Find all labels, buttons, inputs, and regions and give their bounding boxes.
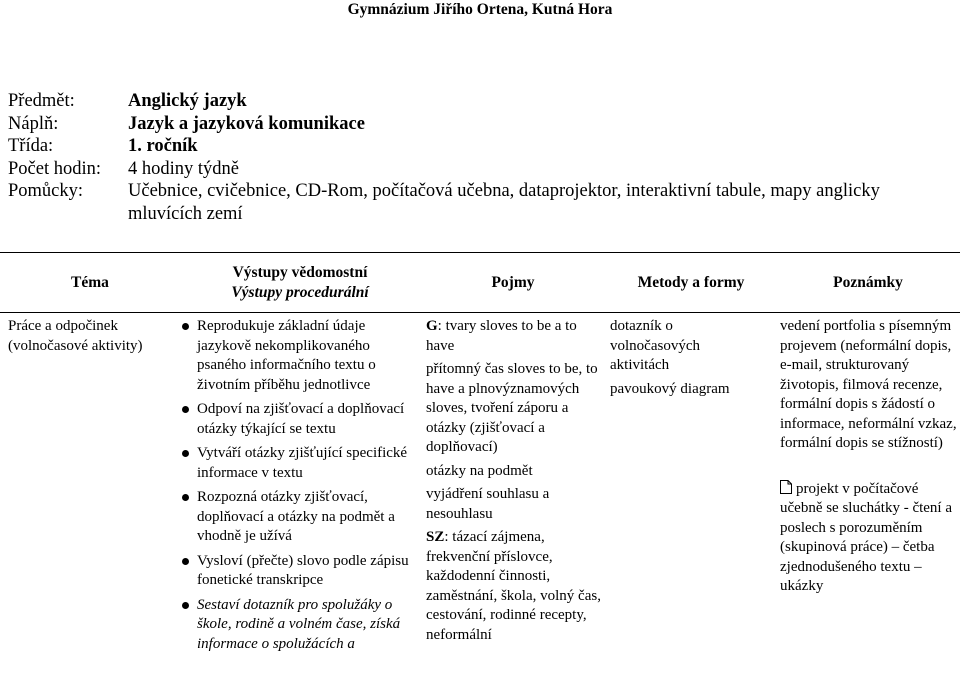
vystupy-item bbox=[180, 552, 420, 591]
vystupy-item bbox=[180, 488, 420, 547]
meta-value: Anglický jazyk bbox=[128, 91, 247, 111]
pojmy-text: otázky na podmět bbox=[426, 462, 533, 479]
meta-value: Jazyk a jazyková komunikace bbox=[128, 113, 365, 134]
vystupy-list bbox=[180, 317, 420, 654]
table-header-border bbox=[0, 312, 960, 313]
vystupy-text: Vytváří otázky zjišťující specifické informace v textu bbox=[197, 445, 408, 481]
vystupy-cell bbox=[180, 317, 420, 659]
meta-label: Počet hodin: bbox=[8, 158, 102, 179]
header-vystupy-knowledge: Výstupy vědomostní bbox=[232, 264, 368, 281]
vystupy-text: Sestaví dotazník pro spolužáky o škole, rodině a volném čase, získá informace o spolužácích a bbox=[197, 596, 401, 652]
header-pojmy: Pojmy bbox=[491, 274, 535, 291]
pojmy-prefix: SZ bbox=[426, 529, 445, 545]
vystupy-item bbox=[180, 596, 420, 655]
meta-row-class bbox=[8, 135, 948, 158]
bullet-icon bbox=[182, 323, 189, 330]
bullet-icon bbox=[182, 494, 189, 501]
header-vystupy bbox=[180, 257, 420, 309]
bullet-icon bbox=[182, 450, 189, 457]
vystupy-text: Rozpozná otázky zjišťovací, doplňovací a otázky na podmět a vhodně je užívá bbox=[197, 489, 395, 544]
pojmy-cell bbox=[426, 317, 602, 649]
bullet-icon bbox=[182, 602, 189, 609]
school-name: Gymnázium Jiřího Ortena, Kutná Hora bbox=[347, 1, 613, 18]
tema-cell bbox=[8, 317, 168, 356]
pojmy-text: : tázací zájmena, frekvenční příslovce, každodenní činnosti, zaměstnání, škola, volný čas, cestování, rodinné recepty, neformální bbox=[426, 529, 601, 643]
metody-item: pavoukový diagram bbox=[610, 380, 730, 397]
poznamky-project bbox=[780, 480, 958, 597]
vystupy-item bbox=[180, 317, 420, 395]
pojmy-text: vyjádření souhlasu a nesouhlasu bbox=[426, 486, 550, 522]
subject-info bbox=[8, 90, 948, 225]
pojmy-item bbox=[426, 317, 602, 356]
vystupy-item bbox=[180, 444, 420, 483]
meta-row-subject bbox=[8, 90, 948, 113]
poznamky-cell bbox=[780, 317, 958, 601]
header-poznamky: Poznámky bbox=[833, 274, 903, 291]
pojmy-prefix: G bbox=[426, 318, 438, 334]
vystupy-text: Odpoví na zjišťovací a doplňovací otázky týkající se textu bbox=[197, 401, 405, 437]
header-metody: Metody a formy bbox=[637, 274, 745, 291]
pojmy-item bbox=[426, 462, 602, 482]
meta-value: 4 hodiny týdně bbox=[128, 158, 239, 179]
metody-cell bbox=[610, 317, 770, 403]
vystupy-text: Reprodukuje základní údaje jazykově nekomplikovaného psaného informačního textu o životním příběhu jednotlivce bbox=[197, 318, 376, 393]
vystupy-item bbox=[180, 400, 420, 439]
pojmy-text: : tvary sloves to be a to have bbox=[426, 318, 577, 354]
bullet-icon bbox=[182, 406, 189, 413]
tema-line: (volnočasové aktivity) bbox=[8, 337, 143, 354]
document-icon bbox=[780, 480, 792, 494]
meta-value: Učebnice, cvičebnice, CD-Rom, počítačová učebna, dataprojektor, interaktivní tabule, mapy anglicky mluvících zemí bbox=[128, 181, 880, 224]
table-top-border bbox=[0, 252, 960, 253]
meta-label: Třída: bbox=[8, 136, 54, 156]
pojmy-text: přítomný čas sloves to be, to have a plnovýznamových sloves, tvoření záporu a otázky (zjišťovací a doplňovací) bbox=[426, 361, 598, 455]
vystupy-text: Vysloví (přečte) slovo podle zápisu fonetické transkripce bbox=[197, 552, 409, 588]
header-tema: Téma bbox=[71, 274, 109, 291]
poznamky-portfolio: vedení portfolia s písemným projevem (neformální dopis, e-mail, strukturovaný životopis, filmová recenze, formální dopis s žádostí o informace, neformální vzkaz, formální dopis se stížností) bbox=[780, 318, 957, 451]
meta-label: Náplň: bbox=[8, 113, 59, 134]
metody-item: dotazník o volnočasových aktivitách bbox=[610, 318, 700, 373]
meta-value: 1. ročník bbox=[128, 136, 198, 156]
pojmy-item bbox=[426, 485, 602, 524]
meta-row-content bbox=[8, 113, 948, 136]
meta-label: Předmět: bbox=[8, 91, 75, 111]
tema-line: Práce a odpočinek bbox=[8, 318, 118, 334]
pojmy-item bbox=[426, 528, 602, 645]
bullet-icon bbox=[182, 558, 189, 565]
header-vystupy-procedural: Výstupy procedurální bbox=[231, 284, 369, 301]
pojmy-item bbox=[426, 360, 602, 458]
meta-row-aids bbox=[8, 180, 948, 225]
meta-label: Pomůcky: bbox=[8, 181, 84, 201]
poznamky-project-text: projekt v počítačové učebně se sluchátky - čtení a poslech s porozuměním (skupinová práce) – četba zjednodušeného textu – ukázky bbox=[780, 480, 953, 594]
meta-row-hours bbox=[8, 158, 948, 181]
